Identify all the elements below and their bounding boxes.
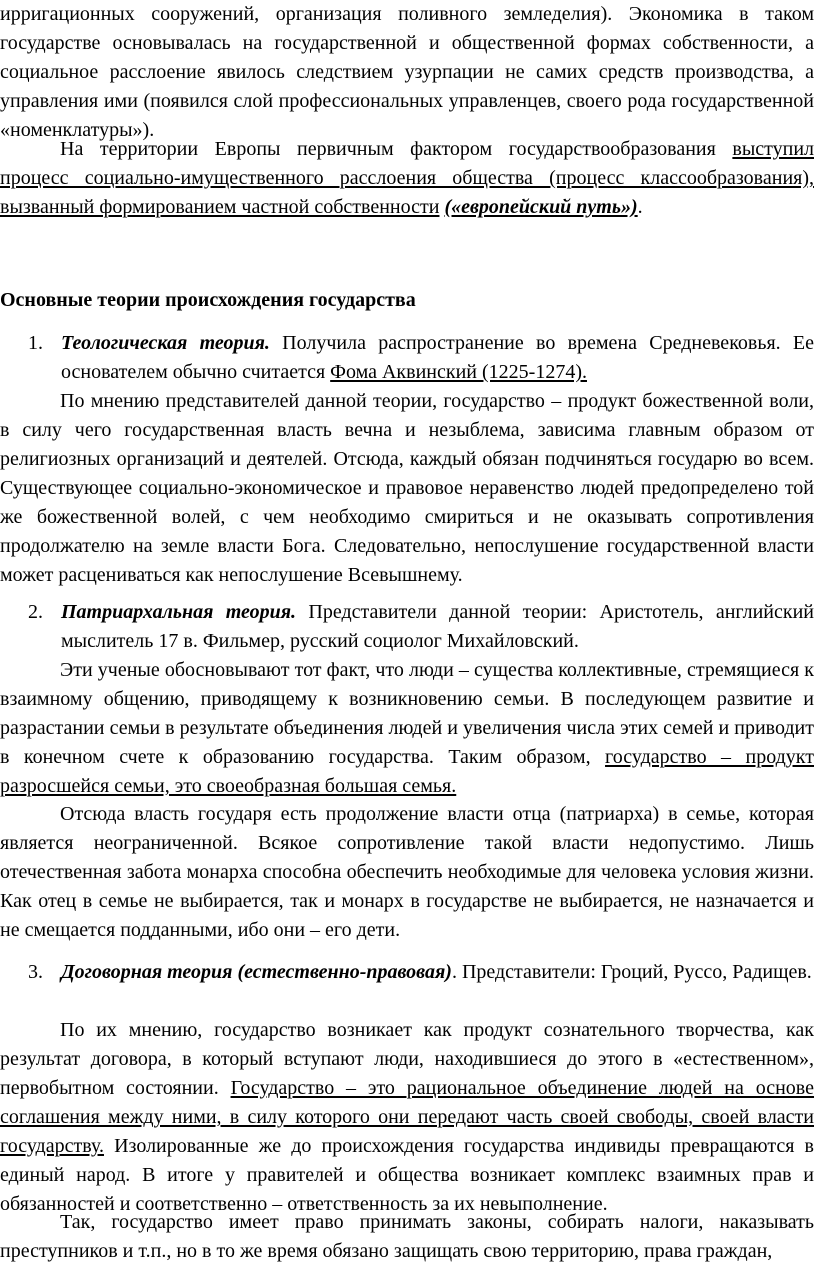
paragraph-theory-3-cont [0, 1208, 814, 1266]
theory-name: Патриархальная теория. [61, 601, 297, 623]
underlined-text: выступил процесс социально-имущественного расслоения общества (процесс классообразования), вызванный формированием частной собственности [0, 138, 814, 218]
list-number: 1. [28, 332, 43, 354]
paragraph-text: Так, государство имеет право принимать законы, собирать налоги, наказывать преступников и т.п., но в то же время обязано защищать свою территорию, права граждан, [0, 1211, 814, 1262]
underlined-text: государство – продукт разросшейся семьи, это своеобразная большая семья. [0, 746, 814, 797]
theory-intro: Получила распространение во времена Средневековья. Ее основателем обычно считается [61, 332, 815, 383]
paragraph-text: Изолированные же до происхождения государства индивиды превращаются в единый народ. В итоге у правителей и общества возникает комплекс взаимных прав и обязанностей и соответственно – ответственность за их невыполнение. [0, 1135, 814, 1215]
list-item-theory-3 [28, 958, 814, 987]
list-number: 3. [28, 961, 43, 983]
paragraph-theory-2-cont [0, 800, 814, 945]
section-heading: Основные теории происхождения государства [0, 289, 416, 311]
emphasis-text: («европейский путь») [444, 196, 638, 218]
paragraph-text: По их мнению, государство возникает как продукт сознательного творчества, как результат договора, в который вступают люди, находившиеся до этого в «естественном», первобытном состоянии. [0, 1019, 814, 1099]
theory-intro: . Представители: Гроций, Руссо, Радищев. [451, 961, 812, 983]
underlined-text: Государство – это рациональное объединение людей на основе соглашения между ними, в силу которого они передают часть своей свободы, своей власти государству. [0, 1077, 815, 1157]
paragraph-theory-2 [0, 656, 814, 801]
paragraph-text: Эти ученые обосновывают тот факт, что люди – существа коллективные, стремящиеся к взаимному общению, приводящему к возникновению семьи. В последующем развитие и разрастании семьи в результате объединения людей и увеличения числа этих семей и приводит в конечном счете к образованию государства. Таким образом, [0, 659, 814, 768]
paragraph-text: На территории Европы первичным фактором государствообразования [60, 138, 733, 160]
list-item-theory-2 [28, 598, 814, 656]
paragraph-text: Отсюда власть государя есть продолжение власти отца (патриарха) в семье, которая является неограниченной. Всякое сопротивление такой власти недопустимо. Лишь отечественная забота монарха способна обеспечить необходимые для человека условия жизни. Как отец в семье не выбирается, так и монарх в государстве не выбирается, не назначается и не смещается подданными, ибо они – его дети. [0, 803, 814, 941]
list-number: 2. [28, 601, 43, 623]
theory-intro: Представители данной теории: Аристотель, английский мыслитель 17 в. Фильмер, русский социолог Михайловский. [61, 601, 814, 652]
theory-name: Договорная теория (естественно-правовая) [61, 961, 452, 983]
paragraph-continuation [0, 0, 814, 145]
list-item-theory-1 [28, 329, 814, 387]
paragraph-theory-3 [0, 1016, 814, 1219]
theory-name: Теологическая теория. [61, 332, 270, 354]
paragraph-europe [0, 135, 814, 222]
paragraph-text: ирригационных сооружений, организация поливного земледелия). Экономика в таком государстве основывалась на государственной и общественной формах собственности, а социальное расслоение явилось следствием узурпации не самих средств производства, а управления ими (появился слой профессиональных управленцев, своего рода государственной «номенклатуры»). [0, 3, 814, 141]
paragraph-text: По мнению представителей данной теории, государство – продукт божественной воли, в силу чего государственная власть вечна и незыблема, зависима главным образом от религиозных организаций и деятелей. Отсюда, каждый обязан подчиняться государю во всем. Существующее социально-экономическое и правовое неравенство людей предопределено той же божественной волей, с чем необходимо смириться и не оказывать сопротивления продолжателю на земле власти Бога. Следовательно, непослушение государственной власти может расцениваться как непослушение Всевышнему. [0, 390, 814, 586]
theory-founder: Фома Аквинский (1225-1274). [330, 361, 587, 383]
paragraph-end: . [637, 196, 643, 218]
paragraph-theory-1 [0, 387, 814, 590]
